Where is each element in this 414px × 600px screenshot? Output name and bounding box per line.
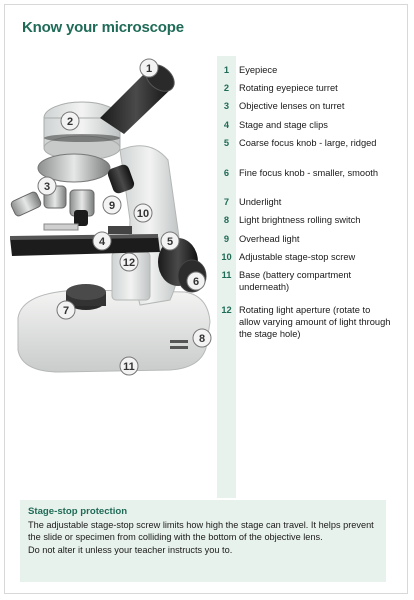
legend-label: Eyepiece	[239, 65, 278, 75]
svg-text:11: 11	[123, 361, 135, 373]
base-shape	[18, 290, 210, 372]
svg-text:12: 12	[122, 257, 136, 269]
legend-number: 5	[223, 138, 230, 148]
svg-text:2: 2	[66, 116, 74, 128]
legend-label: Adjustable stage-stop screw	[239, 252, 356, 262]
legend-number: 9	[223, 234, 230, 244]
note-instruction: Do not alter it unless your teacher instructs you to.	[28, 544, 233, 555]
legend-label: Underlight	[239, 197, 282, 207]
note-body: The adjustable stage-stop screw limits how high the stage can travel. It helps prevent the slide or specimen from colliding with the bottom of the objective lens.	[28, 520, 374, 543]
callout-10	[134, 204, 152, 222]
legend-label: Base (battery compartment underneath)	[239, 270, 352, 292]
legend-number: 7	[223, 197, 230, 207]
svg-text:3: 3	[43, 181, 51, 193]
svg-text:9: 9	[108, 200, 116, 212]
legend-label: Rotating light aperture (rotate to allow varying amount of light through the stage hole)	[239, 305, 391, 339]
legend-number: 11	[221, 270, 232, 280]
svg-text:5: 5	[166, 236, 174, 248]
callout-9	[103, 196, 121, 214]
legend-label: Rotating eyepiece turret	[239, 83, 338, 93]
svg-text:6: 6	[192, 276, 200, 288]
legend-number: 12	[221, 305, 232, 315]
callout-1	[140, 59, 158, 77]
callout-5	[161, 232, 179, 250]
stage-stop-note	[20, 500, 386, 582]
callout-4	[93, 232, 111, 250]
svg-text:7: 7	[62, 305, 70, 317]
callout-7	[57, 301, 75, 319]
legend-number: 6	[223, 168, 230, 178]
legend-number: 8	[223, 215, 230, 225]
legend-number: 1	[223, 65, 230, 75]
callout-11	[120, 357, 138, 375]
legend-number: 10	[221, 252, 232, 262]
svg-text:8: 8	[198, 333, 206, 345]
callout-8	[193, 329, 211, 347]
legend-label: Objective lenses on turret	[239, 101, 345, 111]
page-title: Know your microscope	[22, 19, 184, 36]
callout-6	[187, 272, 205, 290]
legend-label: Light brightness rolling switch	[239, 215, 361, 225]
callout-12	[120, 253, 138, 271]
legend-label: Coarse focus knob - large, ridged	[239, 138, 377, 148]
legend-label: Stage and stage clips	[239, 120, 328, 130]
legend-number: 4	[223, 120, 230, 130]
legend-label: Overhead light	[239, 234, 300, 244]
legend-label: Fine focus knob - smaller, smooth	[239, 168, 378, 178]
svg-text:10: 10	[136, 208, 150, 220]
note-title: Stage-stop protection	[28, 506, 128, 517]
svg-text:1: 1	[145, 63, 153, 75]
callout-3	[38, 177, 56, 195]
legend-number: 2	[223, 83, 230, 93]
callout-2	[61, 112, 79, 130]
svg-text:4: 4	[98, 236, 106, 248]
legend-number: 3	[223, 101, 230, 111]
